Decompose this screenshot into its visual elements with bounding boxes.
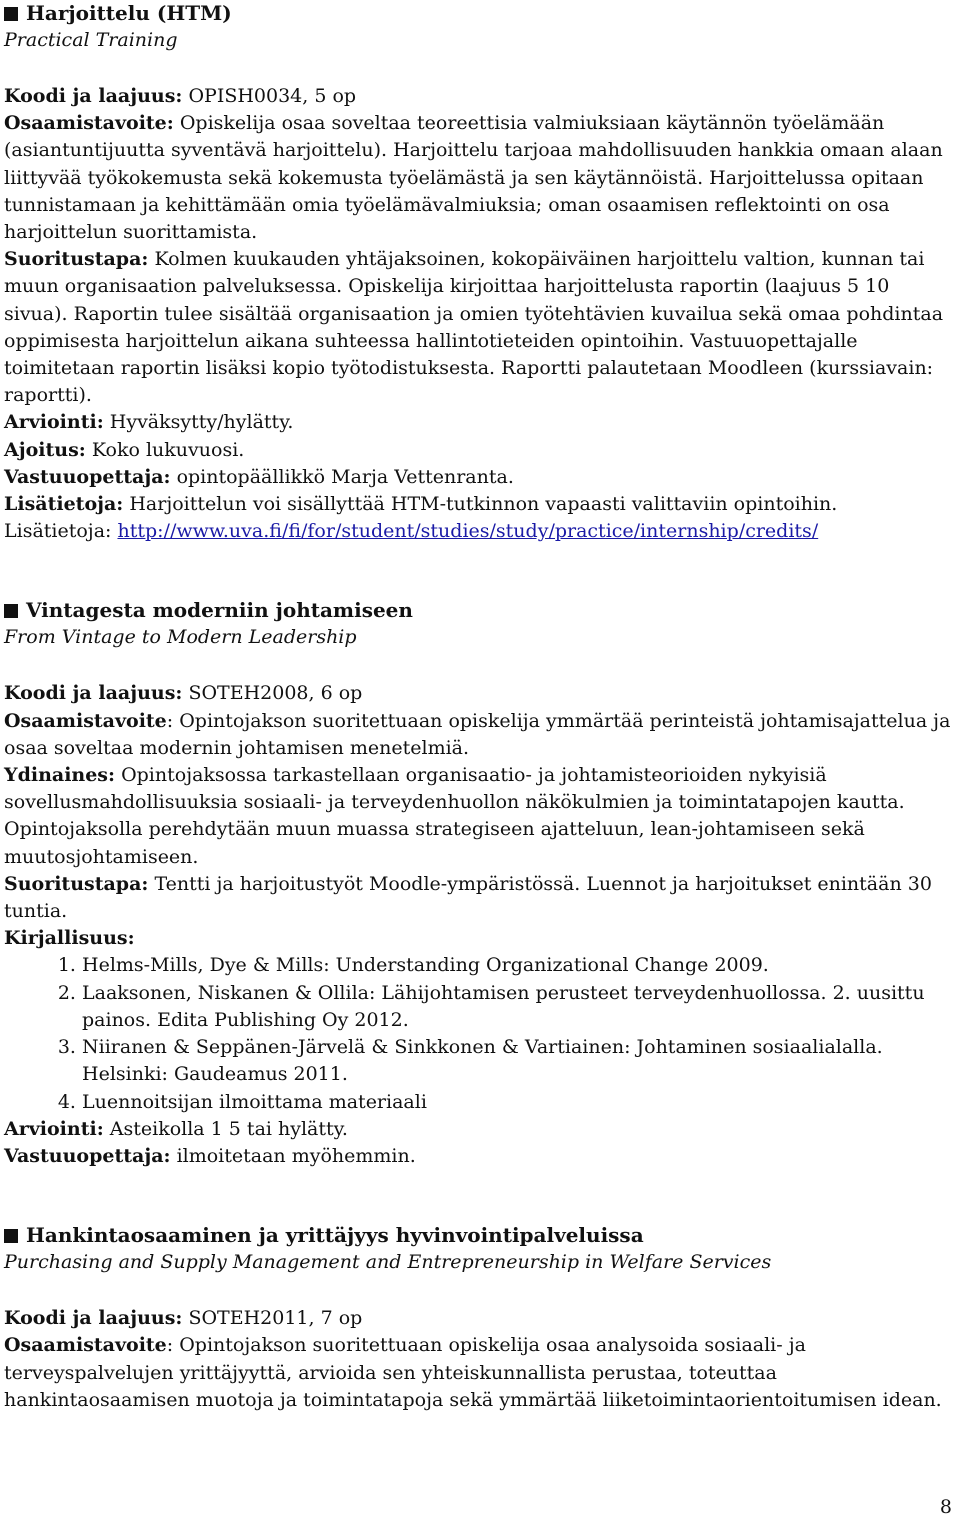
course-literature-heading — [4, 925, 954, 952]
literature-item: 2. Laaksonen, Niskanen & Ollila: Lähijohtamisen perusteet terveydenhuollossa. 2. uusittu painos. Edita Publishing Oy 2012. — [82, 980, 954, 1034]
course-evaluation — [4, 1116, 954, 1143]
code-label: Koodi ja laajuus: — [4, 1307, 183, 1330]
eval-label: Arviointi: — [4, 1117, 104, 1140]
course-subtitle: Purchasing and Supply Management and Entrepreneurship in Welfare Services — [4, 1251, 772, 1274]
method-label: Suoritustapa: — [4, 248, 149, 271]
content-text: Opintojaksossa tarkastellaan organisaatio- ja johtamisteorioiden nykyisiä sovellusmahdollisuuksia sosiaali- ja terveydenhuollon näkökulmien ja toimintatapojen kautta. Opintojaksolla perehdytään muun muassa strategiseen ajatteluun, lean-johtamiseen sekä muutosjohtamiseen. — [4, 764, 905, 868]
course-goal — [4, 1332, 954, 1414]
course-teacher — [4, 464, 954, 491]
goal-label: Osaamistavoite — [4, 709, 167, 732]
literature-list — [4, 952, 954, 1115]
literature-label: Kirjallisuus: — [4, 927, 135, 950]
teacher-text: ilmoitetaan myöhemmin. — [170, 1144, 416, 1167]
info2-label: Lisätietoja: — [4, 520, 118, 543]
goal-label: Osaamistavoite — [4, 1334, 167, 1357]
course-subtitle: From Vintage to Modern Leadership — [4, 626, 357, 649]
teacher-label: Vastuuopettaja: — [4, 465, 171, 488]
info-label: Lisätietoja: — [4, 493, 124, 516]
goal-text: Opiskelija osaa soveltaa teoreettisia valmiuksiaan käytännön työelämään (asiantuntijuutta syventävä harjoittelu). Harjoittelu tarjoaa mahdollisuuden hankkia omaan alaan liittyvää työkokemusta sekä kokemusta työelämästä ja sen käytännöistä. Harjoittelussa opitaan tunnistamaan ja kehittämään omia työelämävalmiuksia; oman osaamisen reflektointi on osa harjoittelun suorittamista. — [4, 112, 943, 244]
course-timing — [4, 437, 954, 464]
literature-item: 4. Luennoitsijan ilmoittama materiaali — [82, 1089, 954, 1116]
course-code — [4, 83, 954, 110]
code-value: OPISH0034, 5 op — [182, 85, 357, 107]
timing-label: Ajoitus: — [4, 438, 86, 461]
course-content — [4, 762, 954, 871]
course-title: Vintagesta moderniin johtamiseen — [26, 598, 413, 623]
timing-text: Koko lukuvuosi. — [85, 438, 245, 461]
course-title: Hankintaosaaminen ja yrittäjyys hyvinvointipalveluissa — [26, 1223, 644, 1248]
course-section-practical-training — [4, 0, 954, 545]
eval-text: Asteikolla 1 5 tai hylätty. — [103, 1117, 348, 1140]
square-bullet-icon — [4, 1229, 18, 1243]
course-info — [4, 491, 954, 518]
course-title-row — [4, 597, 954, 624]
method-label: Suoritustapa: — [4, 872, 149, 895]
course-section-purchasing — [4, 1222, 954, 1414]
method-text: Kolmen kuukauden yhtäjaksoinen, kokopäiväinen harjoittelu valtion, kunnan tai muun organisaation palveluksessa. Opiskelija kirjoittaa harjoittelusta raportin (laajuus 5 10 sivua). Raportin tulee sisältää organisaation ja omien työtehtävien kuvailua sekä omaa pohdintaa oppimisesta harjoittelun aikana suhteessa hallintotieteiden opintoihin. Vastuuopettajalle toimitetaan raportin lisäksi kopio työtodistuksesta. Raportti palautetaan Moodleen (kurssiavain: raportti). — [4, 248, 944, 407]
course-goal — [4, 110, 954, 246]
literature-item: 3. Niiranen & Seppänen-Järvelä & Sinkkonen & Vartiainen: Johtaminen sosiaalialalla. Helsinki: Gaudeamus 2011. — [82, 1034, 954, 1088]
content-label: Ydinaines: — [4, 764, 116, 787]
course-title-row — [4, 1222, 954, 1249]
course-evaluation — [4, 409, 954, 436]
teacher-label: Vastuuopettaja: — [4, 1144, 171, 1167]
internship-credits-link[interactable]: http://www.uva.fi/fi/for/student/studies/study/practice/internship/credits/ — [117, 520, 819, 543]
teacher-text: opintopäällikkö Marja Vettenranta. — [170, 465, 514, 488]
course-method — [4, 246, 954, 409]
method-text: Tentti ja harjoitustyöt Moodle-ympäristössä. Luennot ja harjoitukset enintään 30 tuntia. — [4, 872, 932, 923]
course-subtitle: Practical Training — [4, 29, 178, 51]
goal-text: : Opintojakson suoritettuaan opiskelija ymmärtää perinteistä johtamisajattelua ja osaa soveltaa modernin johtamisen menetelmiä. — [4, 709, 951, 759]
course-teacher — [4, 1143, 954, 1170]
literature-item: 1. Helms-Mills, Dye & Mills: Understanding Organizational Change 2009. — [82, 952, 954, 979]
course-code — [4, 680, 954, 707]
course-code — [4, 1305, 954, 1332]
code-label: Koodi ja laajuus: — [4, 85, 183, 107]
document-page — [4, 0, 954, 1414]
info-text: Harjoittelun voi sisällyttää HTM-tutkinnon vapaasti valittaviin opintoihin. — [123, 493, 838, 516]
eval-text: Hyväksytty/hylätty. — [103, 411, 294, 434]
course-method — [4, 871, 954, 925]
course-section-vintage-leadership — [4, 597, 954, 1170]
code-value: SOTEH2008, 6 op — [182, 682, 363, 705]
course-title: Harjoittelu (HTM) — [26, 0, 232, 25]
square-bullet-icon — [4, 604, 18, 618]
goal-text: : Opintojakson suoritettuaan opiskelija osaa analysoida sosiaali- ja terveyspalvelujen yrittäjyyttä, arvioida sen yhteiskunnallista perustaa, toteuttaa hankintaosaamisen muotoja ja toimintatapoja sekä ymmärtää liiketoimintaorientoitumisen idean. — [4, 1334, 942, 1411]
square-bullet-icon — [4, 7, 18, 21]
eval-label: Arviointi: — [4, 411, 104, 434]
course-title-row — [4, 0, 954, 27]
goal-label: Osaamistavoite: — [4, 112, 174, 135]
course-goal — [4, 708, 954, 762]
code-label: Koodi ja laajuus: — [4, 682, 183, 705]
code-value: SOTEH2011, 7 op — [182, 1307, 363, 1330]
course-info-link-row — [4, 518, 954, 545]
page-number: 8 — [939, 1496, 952, 1518]
